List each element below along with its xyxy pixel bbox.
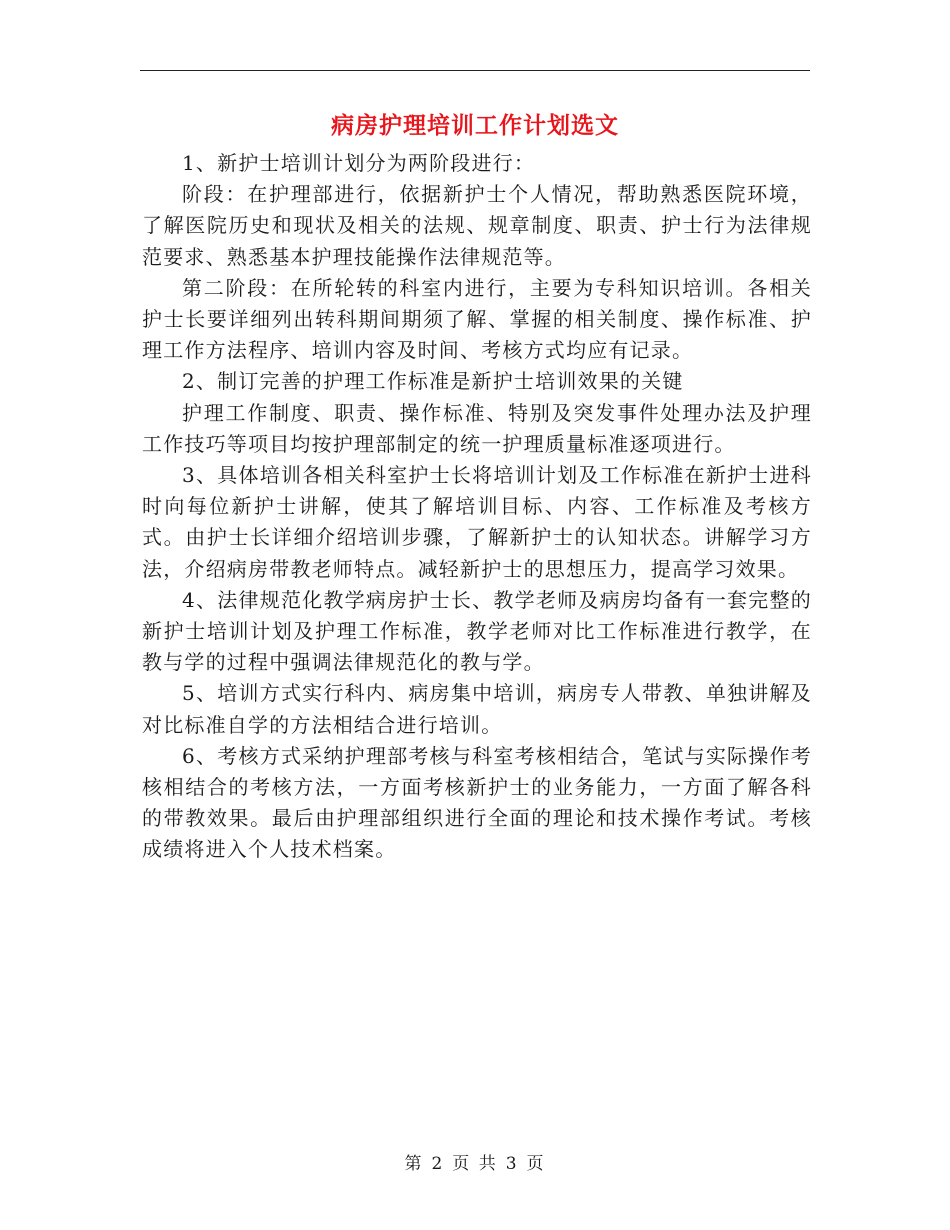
footer-suffix: 页	[526, 1154, 546, 1174]
document-title: 病房护理培训工作计划选文	[331, 112, 619, 139]
paragraph-1: 1、新护士培训计划分为两阶段进行：	[182, 151, 536, 175]
page-footer	[0, 1152, 950, 1176]
paragraph-5: 护理工作制度、职责、操作标准、特别及突发事件处理办法及护理工作技巧等项目均按护理部制定的统一护理质量标准逐项进行。	[142, 400, 812, 456]
paragraph-6: 3、具体培训各相关科室护士长将培训计划及工作标准在新护士进科时向每位新护士讲解，使其了解培训目标、内容、工作标准及考核方式。由护士长详细介绍培训步骤，了解新护士的认知状态。讲解学习方法，介绍病房带教老师特点。减轻新护士的思想压力，提高学习效果。	[142, 463, 812, 581]
paragraph-8: 5、培训方式实行科内、病房集中培训，病房专人带教、单独讲解及对比标准自学的方法相结合进行培训。	[142, 681, 812, 737]
footer-middle: 页 共	[452, 1154, 498, 1174]
paragraph-4: 2、制订完善的护理工作标准是新护士培训效果的关键	[182, 369, 684, 394]
paragraph-2: 阶段：在护理部进行，依据新护士个人情况，帮助熟悉医院环境，了解医院历史和现状及相关的法规、规章制度、职责、护士行为法律规范要求、熟悉基本护理技能操作法律规范等。	[142, 182, 812, 269]
header-rule	[140, 70, 810, 71]
footer-total-pages: 3	[505, 1154, 519, 1174]
paragraph-9: 6、考核方式采纳护理部考核与科室考核相结合，笔试与实际操作考核相结合的考核方法，一方面考核新护士的业务能力，一方面了解各科的带教效果。最后由护理部组织进行全面的理论和技术操作考试。考核成绩将进入个人技术档案。	[142, 743, 812, 862]
footer-prefix: 第	[404, 1154, 424, 1174]
paragraph-7: 4、法律规范化教学病房护士长、教学老师及病房均备有一套完整的新护士培训计划及护理工作标准，教学老师对比工作标准进行教学，在教与学的过程中强调法律规范化的教与学。	[142, 587, 812, 675]
document-body	[142, 148, 812, 866]
footer-current-page: 2	[431, 1154, 445, 1174]
paragraph-3: 第二阶段：在所轮转的科室内进行，主要为专科知识培训。各相关护士长要详细列出转科期间期须了解、掌握的相关制度、操作标准、护理工作方法程序、培训内容及时间、考核方式均应有记录。	[142, 275, 812, 363]
